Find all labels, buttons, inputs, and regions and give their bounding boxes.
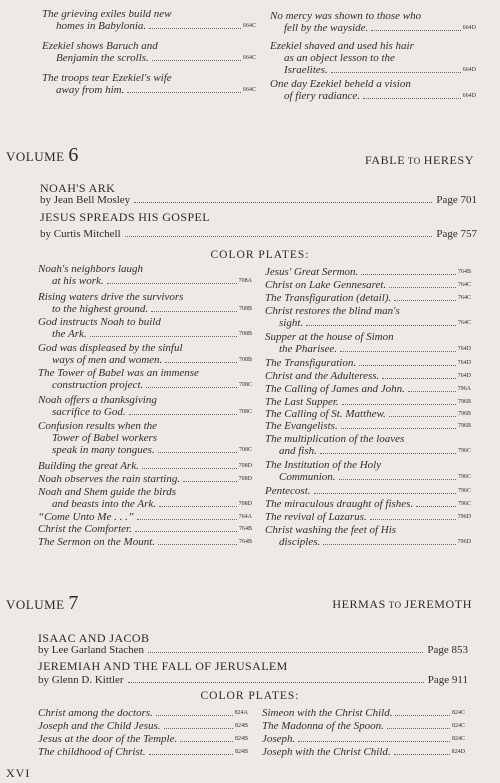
plate-entry <box>262 707 465 719</box>
leader-dots <box>183 481 237 482</box>
leader-dots <box>142 468 237 469</box>
leader-dots <box>129 414 237 415</box>
plate-entry <box>262 733 465 745</box>
plate-entry <box>265 370 471 382</box>
entry-text: of fiery radiance. <box>284 90 361 102</box>
entry-text: sacrifice to God. <box>52 406 126 418</box>
plate-entry <box>38 511 252 523</box>
entry-page: 664D <box>462 93 476 99</box>
story-author: by Lee Garland Stachen <box>38 644 144 656</box>
entry-page: 824C <box>451 710 465 716</box>
story-title: JESUS SPREADS HIS GOSPEL <box>40 210 210 224</box>
leader-dots <box>389 287 456 288</box>
entry-page: 796C <box>457 474 471 480</box>
leader-dots <box>159 506 237 507</box>
entry-text: The troops tear Ezekiel's wife <box>42 72 172 84</box>
entry-page: 664C <box>242 87 256 93</box>
volume-label: VOLUME <box>6 597 69 612</box>
plate-entry <box>265 357 471 369</box>
entry-text: Communion. <box>279 471 336 483</box>
plate-entry <box>265 331 471 355</box>
entry-text: Supper at the house of Simon <box>265 331 394 343</box>
color-plates-heading: COLOR PLATES: <box>200 690 300 702</box>
entry-text: One day Ezekiel beheld a vision <box>270 78 411 90</box>
entry-page: 824B <box>234 723 248 729</box>
leader-dots <box>341 428 456 429</box>
entry-text: the Ark. <box>52 328 87 340</box>
story-author-line <box>38 644 468 656</box>
volume-6-heading <box>6 144 79 167</box>
entry-text: homes in Babylonia. <box>56 20 147 32</box>
plate-entry <box>270 10 476 34</box>
entry-page: 796B <box>457 399 471 405</box>
entry-text: The multiplication of the loaves <box>265 433 405 445</box>
entry-page: 664C <box>242 55 256 61</box>
plate-entry <box>38 291 252 315</box>
entry-page: 764D <box>457 346 471 352</box>
entry-page: 824B <box>234 749 248 755</box>
entry-text: to the highest ground. <box>52 303 149 315</box>
entry-page: 824C <box>451 736 465 742</box>
plate-entry <box>38 733 248 745</box>
entry-page: 824D <box>451 749 465 755</box>
entry-text: Building the great Ark. <box>38 460 139 472</box>
entry-page: 708B <box>238 357 252 363</box>
leader-dots <box>146 387 237 388</box>
leader-dots <box>135 531 237 532</box>
entry-text: Jesus at the door of the Temple. <box>38 733 178 745</box>
plate-entry <box>270 78 476 102</box>
plate-entry <box>265 511 471 523</box>
range-to: TO <box>385 600 405 610</box>
leader-dots <box>342 404 456 405</box>
story-author: by Curtis Mitchell <box>40 228 121 240</box>
volume-number: 7 <box>68 592 79 614</box>
plate-entry <box>38 460 252 472</box>
entry-text: and beasts into the Ark. <box>52 498 156 510</box>
entry-page: 764B <box>457 269 471 275</box>
plate-entry <box>38 420 252 456</box>
leader-dots <box>395 715 450 716</box>
entry-text: Jesus' Great Sermon. <box>265 266 359 278</box>
entry-text: The Madonna of the Spoon. <box>262 720 384 732</box>
entry-text: The Sermon on the Mount. <box>38 536 156 548</box>
plate-entry <box>38 394 252 418</box>
story-author-line <box>38 674 468 686</box>
entry-text: Christ washing the feet of His <box>265 524 397 536</box>
leader-dots <box>339 479 456 480</box>
plate-entry <box>38 316 252 340</box>
plate-entry <box>262 746 465 758</box>
plate-entry <box>265 305 471 329</box>
entry-text: and fish. <box>279 445 317 457</box>
entry-text: Christ among the doctors. <box>38 707 153 719</box>
story-author-line <box>40 194 477 206</box>
entry-text: The Evangelists. <box>265 420 338 432</box>
leader-dots <box>323 544 455 545</box>
plate-entry <box>265 383 471 395</box>
leader-dots <box>180 741 233 742</box>
entry-text: Christ on Lake Gennesaret. <box>265 279 387 291</box>
leader-dots <box>320 453 456 454</box>
leader-dots <box>394 754 450 755</box>
leader-dots <box>156 715 233 716</box>
entry-text: Noah's neighbors laugh <box>38 263 144 275</box>
entry-text: The Transfiguration (detail). <box>265 292 392 304</box>
plate-entry <box>262 720 465 732</box>
plate-entry <box>38 707 248 719</box>
leader-dots <box>164 728 233 729</box>
entry-page: 764C <box>457 320 471 326</box>
entry-text: Joseph. <box>262 733 296 745</box>
leader-dots <box>165 362 237 363</box>
entry-page: 708C <box>238 447 252 453</box>
entry-text: The childhood of Christ. <box>38 746 146 758</box>
leader-dots <box>340 351 456 352</box>
plate-entry <box>38 367 252 391</box>
entry-text: the Pharisee. <box>279 343 338 355</box>
plate-entry <box>265 459 471 483</box>
entry-text: The Institution of the Holy <box>265 459 382 471</box>
entry-text: fell by the wayside. <box>284 22 369 34</box>
color-plates-heading: COLOR PLATES: <box>210 249 310 261</box>
leader-dots <box>298 741 450 742</box>
entry-page: 764A <box>238 514 252 520</box>
entry-text: Rising waters drive the survivors <box>38 291 184 303</box>
story-author: by Jean Bell Mosley <box>40 194 131 206</box>
entry-text: Tower of Babel workers <box>52 432 158 444</box>
entry-page: 796C <box>457 488 471 494</box>
plate-entry <box>265 524 471 548</box>
entry-text: Ezekiel shaved and used his hair <box>270 40 414 52</box>
story-page: Page 853 <box>427 644 468 656</box>
entry-page: 796B <box>457 411 471 417</box>
leader-dots <box>107 283 237 284</box>
entry-page: 708D <box>238 501 252 507</box>
entry-page: 764C <box>457 282 471 288</box>
leader-dots <box>314 493 456 494</box>
entry-page: 796D <box>457 514 471 520</box>
entry-text: ways of men and women. <box>52 354 163 366</box>
plate-entry <box>265 498 471 510</box>
entry-page: 664D <box>462 25 476 31</box>
entry-text: The Tower of Babel was an immense <box>38 367 199 379</box>
entry-text: The Calling of James and John. <box>265 383 405 395</box>
leader-dots <box>137 519 237 520</box>
range-start: FABLE <box>365 153 406 167</box>
range-end: HERESY <box>423 153 474 167</box>
entry-page: 708C <box>238 409 252 415</box>
plate-entry <box>265 433 471 457</box>
entry-text: The Calling of St. Matthew. <box>265 408 386 420</box>
leader-dots <box>331 72 461 73</box>
entry-text: Ezekiel shows Baruch and <box>42 40 158 52</box>
plate-entry <box>265 279 471 291</box>
entry-text: Benjamin the scrolls. <box>56 52 149 64</box>
entry-text: disciples. <box>279 536 321 548</box>
entry-page: 796D <box>457 539 471 545</box>
entry-page: 708D <box>238 463 252 469</box>
entry-text: The miraculous draught of fishes. <box>265 498 414 510</box>
plate-entry <box>265 420 471 432</box>
story-title: NOAH'S ARK <box>40 181 116 195</box>
plate-entry <box>38 486 252 510</box>
plate-entry <box>265 396 471 408</box>
leader-dots <box>149 754 233 755</box>
leader-dots <box>363 98 461 99</box>
entry-text: speak in many tongues. <box>52 444 155 456</box>
entry-page: 764D <box>457 360 471 366</box>
plate-entry <box>38 473 252 485</box>
entry-text: Christ the Comforter. <box>38 523 132 535</box>
plate-entry <box>42 40 256 64</box>
leader-dots <box>152 60 241 61</box>
leader-dots <box>306 325 456 326</box>
entry-text: No mercy was shown to those who <box>270 10 422 22</box>
leader-dots <box>416 506 456 507</box>
page-folio: XVI <box>6 766 31 780</box>
plate-entry <box>38 746 248 758</box>
entry-text: The Transfiguration. <box>265 357 357 369</box>
plate-entry <box>42 72 256 96</box>
entry-text: Christ restores the blind man's <box>265 305 400 317</box>
entry-text: away from him. <box>56 84 125 96</box>
plate-entry <box>265 408 471 420</box>
leader-dots <box>158 544 237 545</box>
leader-dots <box>158 452 237 453</box>
leader-dots <box>151 311 237 312</box>
entry-page: 824B <box>234 736 248 742</box>
entry-page: 824C <box>451 723 465 729</box>
entry-page: 824A <box>234 710 248 716</box>
entry-page: 764D <box>457 373 471 379</box>
leader-dots <box>394 300 456 301</box>
plate-entry <box>38 720 248 732</box>
leader-dots <box>382 378 455 379</box>
entry-text: The grieving exiles build new <box>42 8 172 20</box>
plate-entry <box>38 342 252 366</box>
volume-number: 6 <box>68 144 79 166</box>
plate-entry <box>38 263 252 287</box>
volume-7-range <box>332 597 472 612</box>
entry-text: God instructs Noah to build <box>38 316 161 328</box>
story-title: ISAAC AND JACOB <box>38 631 150 645</box>
plate-entry <box>42 8 256 32</box>
plate-entry <box>265 266 471 278</box>
entry-page: 664C <box>242 23 256 29</box>
entry-text: sight. <box>279 317 304 329</box>
story-page: Page 757 <box>436 228 477 240</box>
entry-page: 708C <box>238 382 252 388</box>
plate-entry <box>38 536 252 548</box>
entry-page: 764B <box>238 526 252 532</box>
leader-dots <box>149 28 241 29</box>
entry-page: 796B <box>457 423 471 429</box>
plate-entry <box>38 523 252 535</box>
entry-page: 708B <box>238 331 252 337</box>
entry-page: 796A <box>457 386 471 392</box>
leader-dots <box>370 519 456 520</box>
plate-entry <box>265 292 471 304</box>
entry-page: 764B <box>238 539 252 545</box>
story-author: by Glenn D. Kittler <box>38 674 124 686</box>
entry-text: Joseph and the Child Jesus. <box>38 720 161 732</box>
range-start: HERMAS <box>332 597 386 611</box>
volume-label: VOLUME <box>6 149 69 164</box>
plate-entry <box>270 40 476 76</box>
range-end: JEREMOTH <box>404 597 472 611</box>
story-page: Page 701 <box>436 194 477 206</box>
leader-dots <box>90 336 237 337</box>
leader-dots <box>359 365 456 366</box>
leader-dots <box>387 728 450 729</box>
story-title: JEREMIAH AND THE FALL OF JERUSALEM <box>38 659 288 673</box>
entry-text: The Last Supper. <box>265 396 339 408</box>
entry-text: Joseph with the Christ Child. <box>262 746 391 758</box>
entry-text: Israelites. <box>284 64 328 76</box>
leader-dots <box>127 92 241 93</box>
range-to: TO <box>405 156 424 166</box>
entry-page: 796C <box>457 448 471 454</box>
entry-text: Christ and the Adulteress. <box>265 370 380 382</box>
leader-dots <box>389 416 456 417</box>
entry-text: The revival of Lazarus. <box>265 511 367 523</box>
entry-page: 708B <box>238 306 252 312</box>
leader-dots <box>408 391 456 392</box>
entry-text: Simeon with the Christ Child. <box>262 707 393 719</box>
leader-dots <box>361 274 456 275</box>
entry-page: 708A <box>238 278 252 284</box>
entry-text: as an object lesson to the <box>284 52 395 64</box>
volume-6-range <box>365 153 474 168</box>
plate-entry <box>265 485 471 497</box>
entry-page: 796C <box>457 501 471 507</box>
entry-text: Noah offers a thanksgiving <box>38 394 157 406</box>
entry-text: Noah observes the rain starting. <box>38 473 181 485</box>
entry-text: Pentecost. <box>265 485 311 497</box>
entry-text: at his work. <box>52 275 104 287</box>
entry-page: 764C <box>457 295 471 301</box>
volume-7-heading <box>6 592 79 615</box>
entry-text: construction project. <box>52 379 144 391</box>
story-author-line <box>40 228 477 240</box>
entry-text: Confusion results when the <box>38 420 158 432</box>
entry-text: Noah and Shem guide the birds <box>38 486 176 498</box>
entry-text: “Come Unto Me . . .” <box>38 511 134 523</box>
story-page: Page 911 <box>427 674 468 686</box>
entry-page: 708D <box>238 476 252 482</box>
leader-dots <box>371 30 460 31</box>
entry-page: 664D <box>462 67 476 73</box>
entry-text: God was displeased by the sinful <box>38 342 183 354</box>
